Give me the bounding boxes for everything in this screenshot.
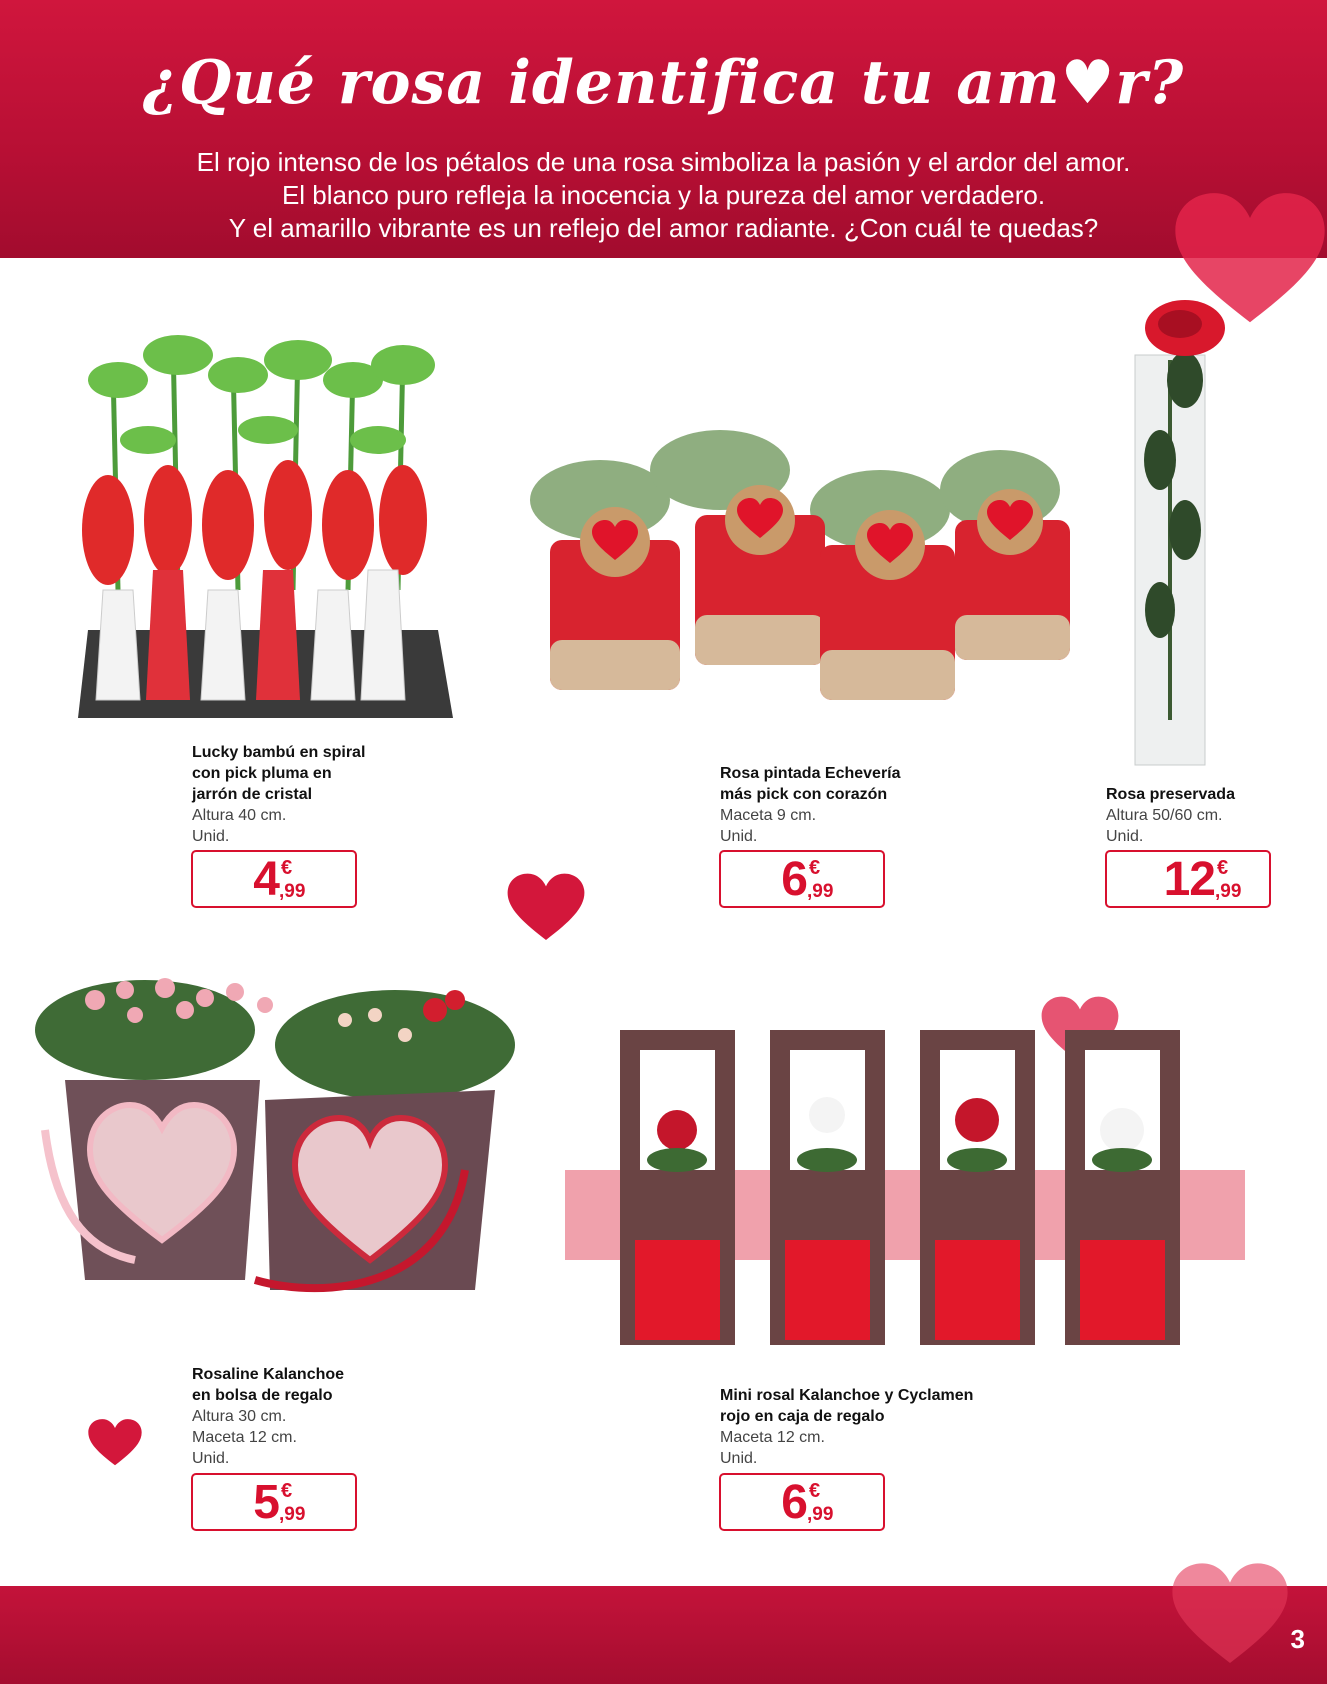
page-number: 3: [1290, 1624, 1305, 1654]
preserved-rose-image: [1130, 300, 1240, 770]
product-detail: Maceta 12 cm.: [192, 1429, 297, 1446]
euro-symbol: €: [809, 857, 821, 879]
product-detail: Altura 30 cm.: [192, 1408, 287, 1425]
product-title: Rosa pintada Echevería: [720, 765, 901, 782]
intro-text: [0, 146, 1327, 245]
echeveria-pots-image: [520, 430, 1080, 730]
product-info: [192, 742, 452, 847]
product-title: jarrón de cristal: [192, 786, 313, 803]
product-detail: Maceta 12 cm.: [720, 1429, 825, 1446]
product-title: en bolsa de regalo: [192, 1387, 333, 1404]
price-tag: [1105, 850, 1271, 908]
product-info: [1106, 784, 1306, 847]
price-cents: ,99: [279, 881, 306, 902]
product-info: [720, 763, 980, 847]
price-cents: ,99: [807, 1504, 834, 1525]
price-cents: ,99: [1215, 881, 1242, 902]
price-cents: ,99: [279, 1504, 306, 1525]
mini-rose-gift-boxes-image: [565, 1020, 1245, 1350]
product-title: más pick con corazón: [720, 786, 888, 803]
product-detail: Unid.: [1106, 828, 1144, 845]
product-detail: Altura 50/60 cm.: [1106, 807, 1223, 824]
product-title: Lucky bambú en spiral: [192, 744, 366, 761]
euro-symbol: €: [1217, 857, 1229, 879]
product-detail: Altura 40 cm.: [192, 807, 287, 824]
price-tag: [719, 1473, 885, 1531]
euro-symbol: €: [809, 1480, 821, 1502]
intro-line: El rojo intenso de los pétalos de una rosa simboliza la pasión y el ardor del amor.: [196, 147, 1131, 177]
price-cents: ,99: [807, 881, 834, 902]
decorative-heart-icon: [1170, 1560, 1290, 1670]
product-detail: Unid.: [720, 1450, 758, 1467]
price-integer: 4: [253, 853, 279, 906]
product-detail: Maceta 9 cm.: [720, 807, 817, 824]
euro-symbol: €: [281, 857, 293, 879]
decorative-heart-icon: [86, 1418, 144, 1468]
product-title: Rosaline Kalanchoe: [192, 1366, 345, 1383]
product-title: rojo en caja de regalo: [720, 1408, 885, 1425]
price-tag: [719, 850, 885, 908]
price-tag: [191, 850, 357, 908]
price-integer: 6: [781, 853, 807, 906]
intro-line: El blanco puro refleja la inocencia y la pureza del amor verdadero.: [281, 180, 1046, 210]
product-info: [192, 1364, 452, 1469]
price-tag: [191, 1473, 357, 1531]
product-title: Rosa preservada: [1106, 786, 1235, 803]
product-info: [720, 1385, 1040, 1469]
product-title: con pick pluma en: [192, 765, 332, 782]
lucky-bamboo-image: [48, 330, 468, 720]
price-integer: 6: [781, 1476, 807, 1529]
product-detail: Unid.: [720, 828, 758, 845]
kalanchoe-gift-bags-image: [25, 960, 535, 1320]
decorative-heart-icon: [506, 872, 586, 944]
price-integer: 12: [1163, 853, 1215, 906]
euro-symbol: €: [281, 1480, 293, 1502]
page-headline: ¿Qué rosa identifica tu am♥r?: [142, 48, 1185, 118]
footer-band: [0, 1586, 1327, 1684]
product-detail: Unid.: [192, 828, 230, 845]
product-detail: Unid.: [192, 1450, 230, 1467]
product-title: Mini rosal Kalanchoe y Cyclamen: [720, 1387, 974, 1404]
price-integer: 5: [253, 1476, 279, 1529]
intro-line: Y el amarillo vibrante es un reflejo del amor radiante. ¿Con cuál te quedas?: [228, 213, 1099, 243]
